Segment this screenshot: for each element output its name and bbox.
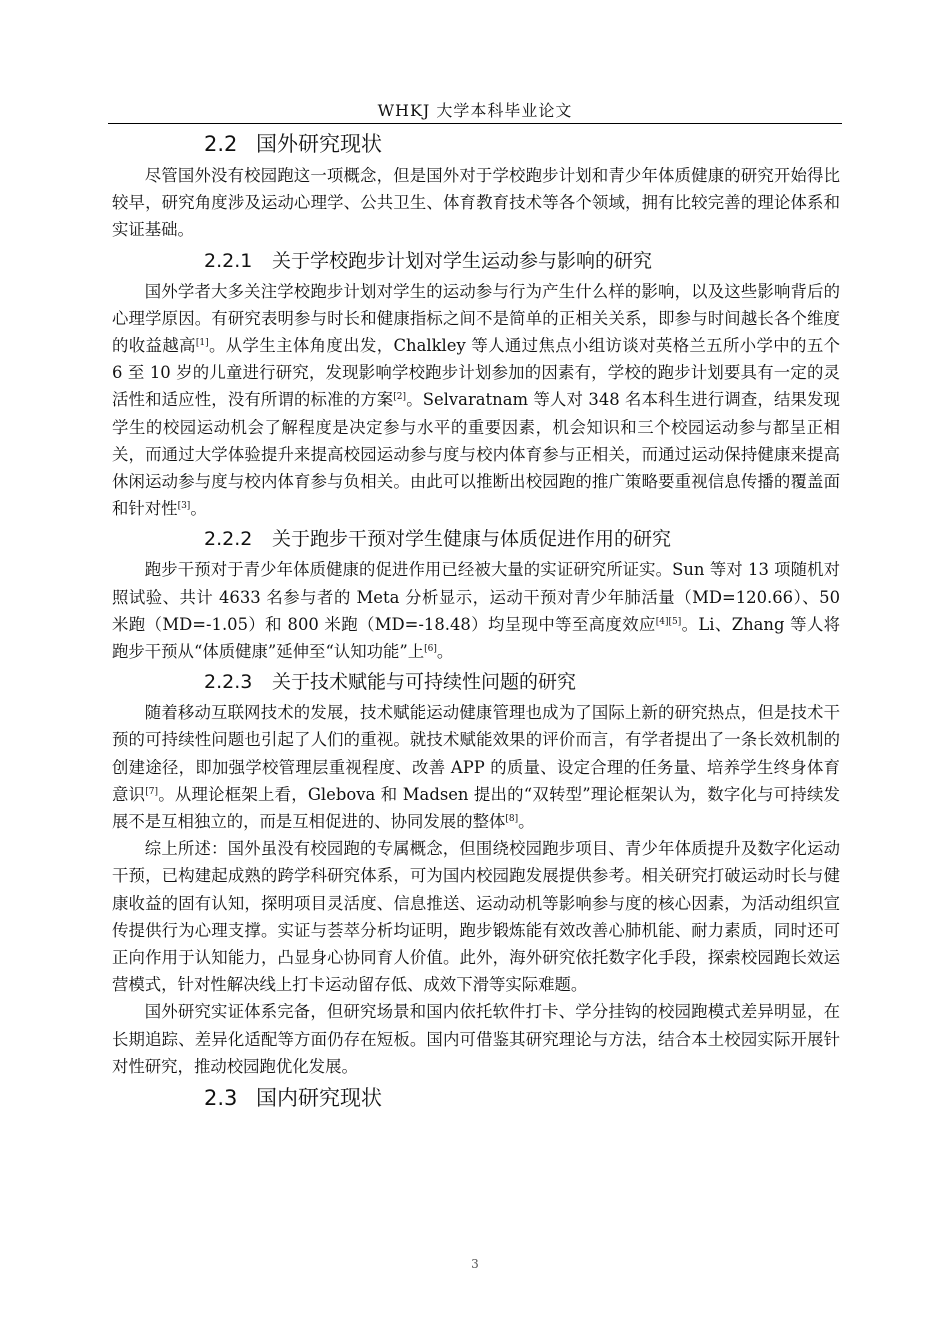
section-heading-2-2-2 bbox=[112, 522, 840, 556]
text-run: 。从理论框架上看，Glebova 和 Madsen 提出的“双转型”理论框架认为，数字化与可持续发展不是互相独立的，而是互相促进的、协同发展的整体 bbox=[112, 784, 841, 832]
section-title: 关于学校跑步计划对学生运动参与影响的研究 bbox=[272, 249, 653, 272]
section-heading-2-2 bbox=[112, 126, 840, 162]
text-run: 跑步干预对于青少年体质健康的促进作用已经被大量的实证研究所证实。Sun 等对 13 项随机对照试验、共计 4633 名参与者的 Meta 分析显示，运动干预对青少年肺活量（MD=120.66）、50 米跑（MD=-1.05）和 800 米跑（MD=-18.48）均呈现中等至高度效应 bbox=[112, 560, 840, 634]
section-number: 2.2.3 bbox=[204, 671, 253, 694]
text-run: 。Li、Zhang 等人将跑步干预从“体质健康”延伸至“认知功能”上 bbox=[112, 614, 841, 662]
citation: [3] bbox=[177, 501, 191, 512]
citation: [6] bbox=[424, 644, 437, 655]
citation: [8] bbox=[505, 814, 519, 825]
section-number: 2.2.2 bbox=[204, 528, 253, 551]
citation: [2] bbox=[393, 392, 407, 403]
citation: [7] bbox=[145, 786, 158, 797]
text-run: 。 bbox=[436, 642, 454, 662]
paragraph-conclusion: 国外研究实证体系完备，但研究场景和国内依托软件打卡、学分挂钩的校园跑模式差异明显，在长期追踪、差异化适配等方面仍存在短板。国内可借鉴其研究理论与方法，结合本土校园实际开展针对性研究，推动校园跑优化发展。 bbox=[112, 1002, 840, 1076]
text-run: 随着移动互联网技术的发展，技术赋能运动健康管理也成为了国际上新的研究热点，但是技术干预的可持续性问题也引起了人们的重视。就技术赋能效果的评价而言，有学者提出了一条长效机制的创建途径，即加强学校管理层重视程度、改善 APP 的质量、设定合理的任务量、培养学生终身体育意识 bbox=[112, 703, 840, 804]
page-body bbox=[112, 126, 840, 1116]
paragraph-2-2-3 bbox=[112, 699, 840, 835]
header-rule bbox=[108, 123, 842, 124]
paragraph-intro: 尽管国外没有校园跑这一项概念，但是国外对于学校跑步计划和青少年体质健康的研究开始得比较早，研究角度涉及运动心理学、公共卫生、体育教育技术等各个领域，拥有比较完善的理论体系和实证基础。 bbox=[112, 166, 840, 240]
citation: [1] bbox=[195, 338, 209, 349]
section-number: 2.2.1 bbox=[204, 249, 253, 272]
section-title: 关于技术赋能与可持续性问题的研究 bbox=[272, 671, 577, 694]
text-run: 。从学生主体角度出发，Chalkley 等人通过焦点小组访谈对英格兰五所小学中的五个 6 至 10 岁的儿童进行研究，发现影响学校跑步计划参加的因素有，学校的跑步计划要具有一定的灵活性和适应性，没有所谓的标准的方案 bbox=[112, 336, 840, 410]
section-heading-2-2-1 bbox=[112, 244, 840, 278]
section-heading-2-3 bbox=[112, 1080, 840, 1116]
text-run: 。Selvaratnam 等人对 348 名本科生进行调查，结果发现学生的校园运动机会了解程度是决定参与水平的重要因素，机会知识和三个校园运动参与都呈正相关，而通过大学体验提升来提高校园运动参与度与校内体育参与正相关，而通过运动保持健康来提高休闲运动参与度与校内体育参与负相关。由此可以推断出校园跑的推广策略要重视信息传播的覆盖面和针对性 bbox=[112, 390, 840, 519]
section-number: 2.2 bbox=[204, 132, 238, 156]
paragraph-2-2-1 bbox=[112, 278, 840, 523]
page-number: 3 bbox=[471, 1257, 479, 1271]
section-heading-2-2-3 bbox=[112, 665, 840, 699]
text-run: 。 bbox=[190, 499, 207, 519]
section-title: 关于跑步干预对学生健康与体质促进作用的研究 bbox=[272, 528, 672, 551]
running-header: WHKJ 大学本科毕业论文 bbox=[377, 101, 573, 120]
section-number: 2.3 bbox=[204, 1086, 238, 1111]
text-run: 。 bbox=[518, 812, 535, 832]
text-run: 国外学者大多关注学校跑步计划对学生的运动参与行为产生什么样的影响，以及这些影响背后的心理学原因。有研究表明参与时长和健康指标之间不是简单的正相关关系，即参与时间越长各个维度的收益越高 bbox=[112, 281, 840, 356]
paragraph-summary: 综上所述：国外虽没有校园跑的专属概念，但围绕校园跑步项目、青少年体质提升及数字化运动干预，已构建起成熟的跨学科研究体系，可为国内校园跑发展提供参考。相关研究打破运动时长与健康收益的固有认知，探明项目灵活度、信息推送、运动动机等影响参与度的核心因素，为活动组织宣传提供行为心理支撑。实证与荟萃分析均证明，跑步锻炼能有效改善心肺机能、耐力素质，同时还可正向作用于认知能力，凸显身心协同育人价值。此外，海外研究依托数字化手段，探索校园跑长效运营模式，针对性解决线上打卡运动留存低、成效下滑等实际难题。 bbox=[112, 839, 840, 995]
section-title: 国内研究现状 bbox=[256, 1086, 382, 1111]
paragraph-2-2-2 bbox=[112, 556, 840, 665]
section-title: 国外研究现状 bbox=[256, 132, 382, 156]
citation: [4][5] bbox=[655, 616, 682, 627]
